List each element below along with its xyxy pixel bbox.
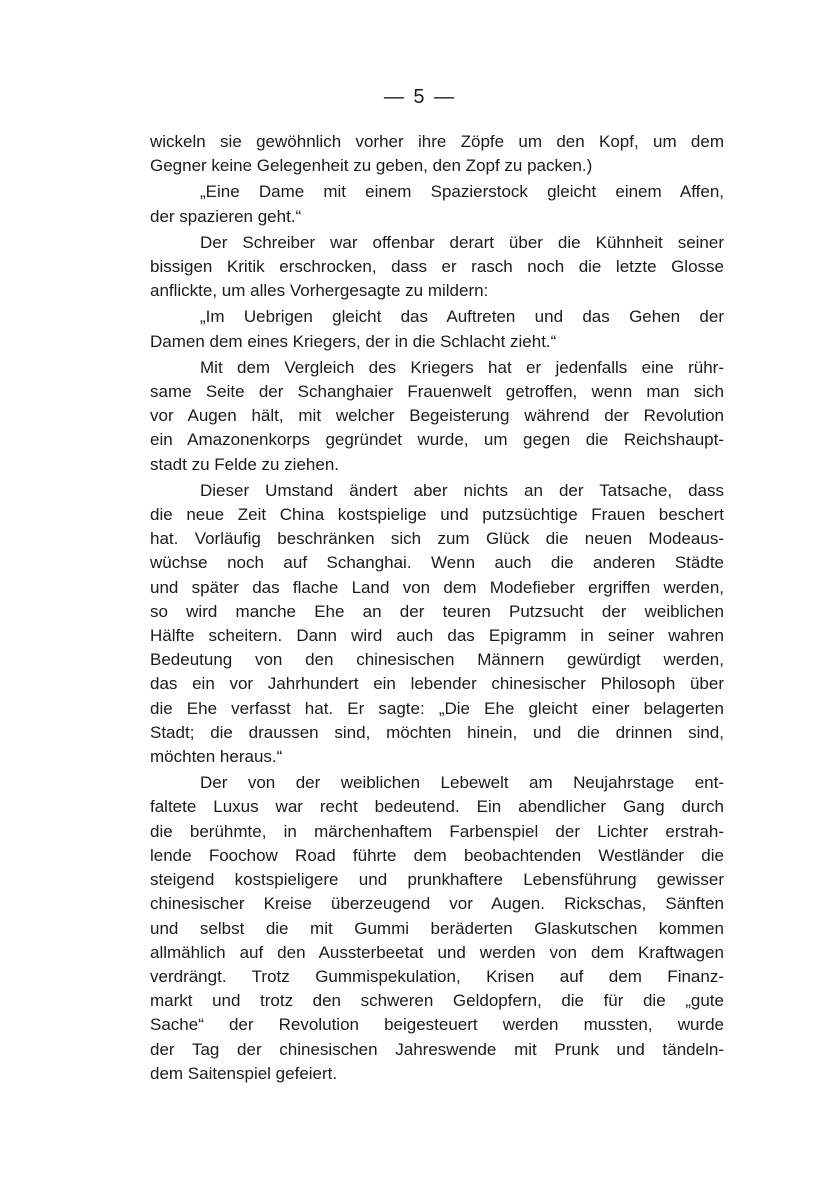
text-line: markt und trotz den schweren Geldopfern, die für die „gute — [150, 991, 724, 1011]
text-line: wüchse noch auf Schanghai. Wenn auch die anderen Städte — [150, 553, 724, 573]
text-line: die berühmte, in märchenhaftem Farbenspiel der Lichter erstrah- — [150, 821, 724, 841]
text-line: Stadt; die draussen sind, möchten hinein, und die drinnen sind, — [150, 722, 724, 742]
text-line: und selbst die mit Gummi beräderten Glaskutschen kommen — [150, 918, 724, 938]
text-line: bissigen Kritik erschrocken, dass er rasch noch die letzte Glosse — [150, 257, 724, 277]
paragraph — [150, 305, 724, 353]
text-line: faltete Luxus war recht bedeutend. Ein abendlicher Gang durch — [150, 797, 724, 817]
text-line: „Im Uebrigen gleicht das Auftreten und das Gehen der — [200, 307, 724, 327]
page-number: — 5 — — [383, 86, 457, 108]
text-line: verdrängt. Trotz Gummispekulation, Krisen auf dem Finanz- — [150, 966, 724, 986]
text-line: der spazieren geht.“ — [150, 206, 302, 226]
text-line: und später das flache Land von dem Modefieber ergriffen werden, — [150, 577, 724, 597]
text-line: vor Augen hält, mit welcher Begeisterung während der Revolution — [150, 406, 724, 426]
text-line: steigend kostspieligere und prunkhaftere Lebensführung gewisser — [150, 870, 724, 890]
text-line: Sache“ der Revolution beigesteuert werden mussten, wurde — [150, 1015, 724, 1035]
paragraph — [150, 180, 724, 228]
text-line: möchten heraus.“ — [150, 747, 283, 767]
text-line: Hälfte scheitern. Dann wird auch das Epigramm in seiner wahren — [150, 626, 724, 646]
text-line: die Ehe verfasst hat. Er sagte: „Die Ehe gleicht einer belagerten — [150, 698, 724, 718]
text-line: Dieser Umstand ändert aber nichts an der Tatsache, dass — [200, 480, 724, 500]
text-line: wickeln sie gewöhnlich vorher ihre Zöpfe um den Kopf, um dem — [150, 132, 724, 151]
paragraph — [150, 130, 724, 178]
text-line: Damen dem eines Kriegers, der in die Schlacht zieht.“ — [150, 331, 557, 351]
text-line: hat. Vorläufig beschränken sich zum Glück die neuen Modeaus- — [150, 529, 724, 549]
text-line: so wird manche Ehe an der teuren Putzsucht der weiblichen — [150, 601, 724, 621]
text-line: same Seite der Schanghaier Frauenwelt getroffen, wenn man sich — [150, 382, 724, 402]
paragraph — [150, 771, 724, 1086]
body-text — [150, 130, 724, 1088]
text-line: lende Foochow Road führte dem beobachtenden Westländer die — [150, 845, 724, 865]
text-line: chinesischer Kreise überzeugend vor Augen. Rickschas, Sänften — [150, 894, 724, 914]
text-line: „Eine Dame mit einem Spazierstock gleicht einem Affen, — [200, 182, 724, 202]
text-line: stadt zu Felde zu ziehen. — [150, 454, 340, 474]
text-line: ein Amazonenkorps gegründet wurde, um gegen die Reichshaupt- — [150, 430, 724, 450]
paragraph — [150, 231, 724, 304]
text-line: anflickte, um alles Vorhergesagte zu mildern: — [150, 281, 489, 301]
text-line: allmählich auf den Aussterbeetat und werden von dem Kraftwagen — [150, 942, 724, 962]
paragraph — [150, 356, 724, 477]
text-line: der Tag der chinesischen Jahreswende mit Prunk und tändeln- — [150, 1039, 724, 1059]
text-line: Der von der weiblichen Lebewelt am Neujahrstage ent- — [200, 773, 724, 793]
paragraph — [150, 479, 724, 769]
text-line: das ein vor Jahrhundert ein lebender chinesischer Philosoph über — [150, 674, 724, 694]
text-line: dem Saitenspiel gefeiert. — [150, 1063, 338, 1083]
text-line: die neue Zeit China kostspielige und putzsüchtige Frauen beschert — [150, 505, 724, 525]
text-line: Gegner keine Gelegenheit zu geben, den Zopf zu packen.) — [150, 156, 593, 176]
text-line: Mit dem Vergleich des Kriegers hat er jedenfalls eine rühr- — [200, 357, 724, 377]
text-line: Bedeutung von den chinesischen Männern gewürdigt werden, — [150, 650, 724, 670]
text-line: Der Schreiber war offenbar derart über die Kühnheit seiner — [200, 232, 724, 252]
